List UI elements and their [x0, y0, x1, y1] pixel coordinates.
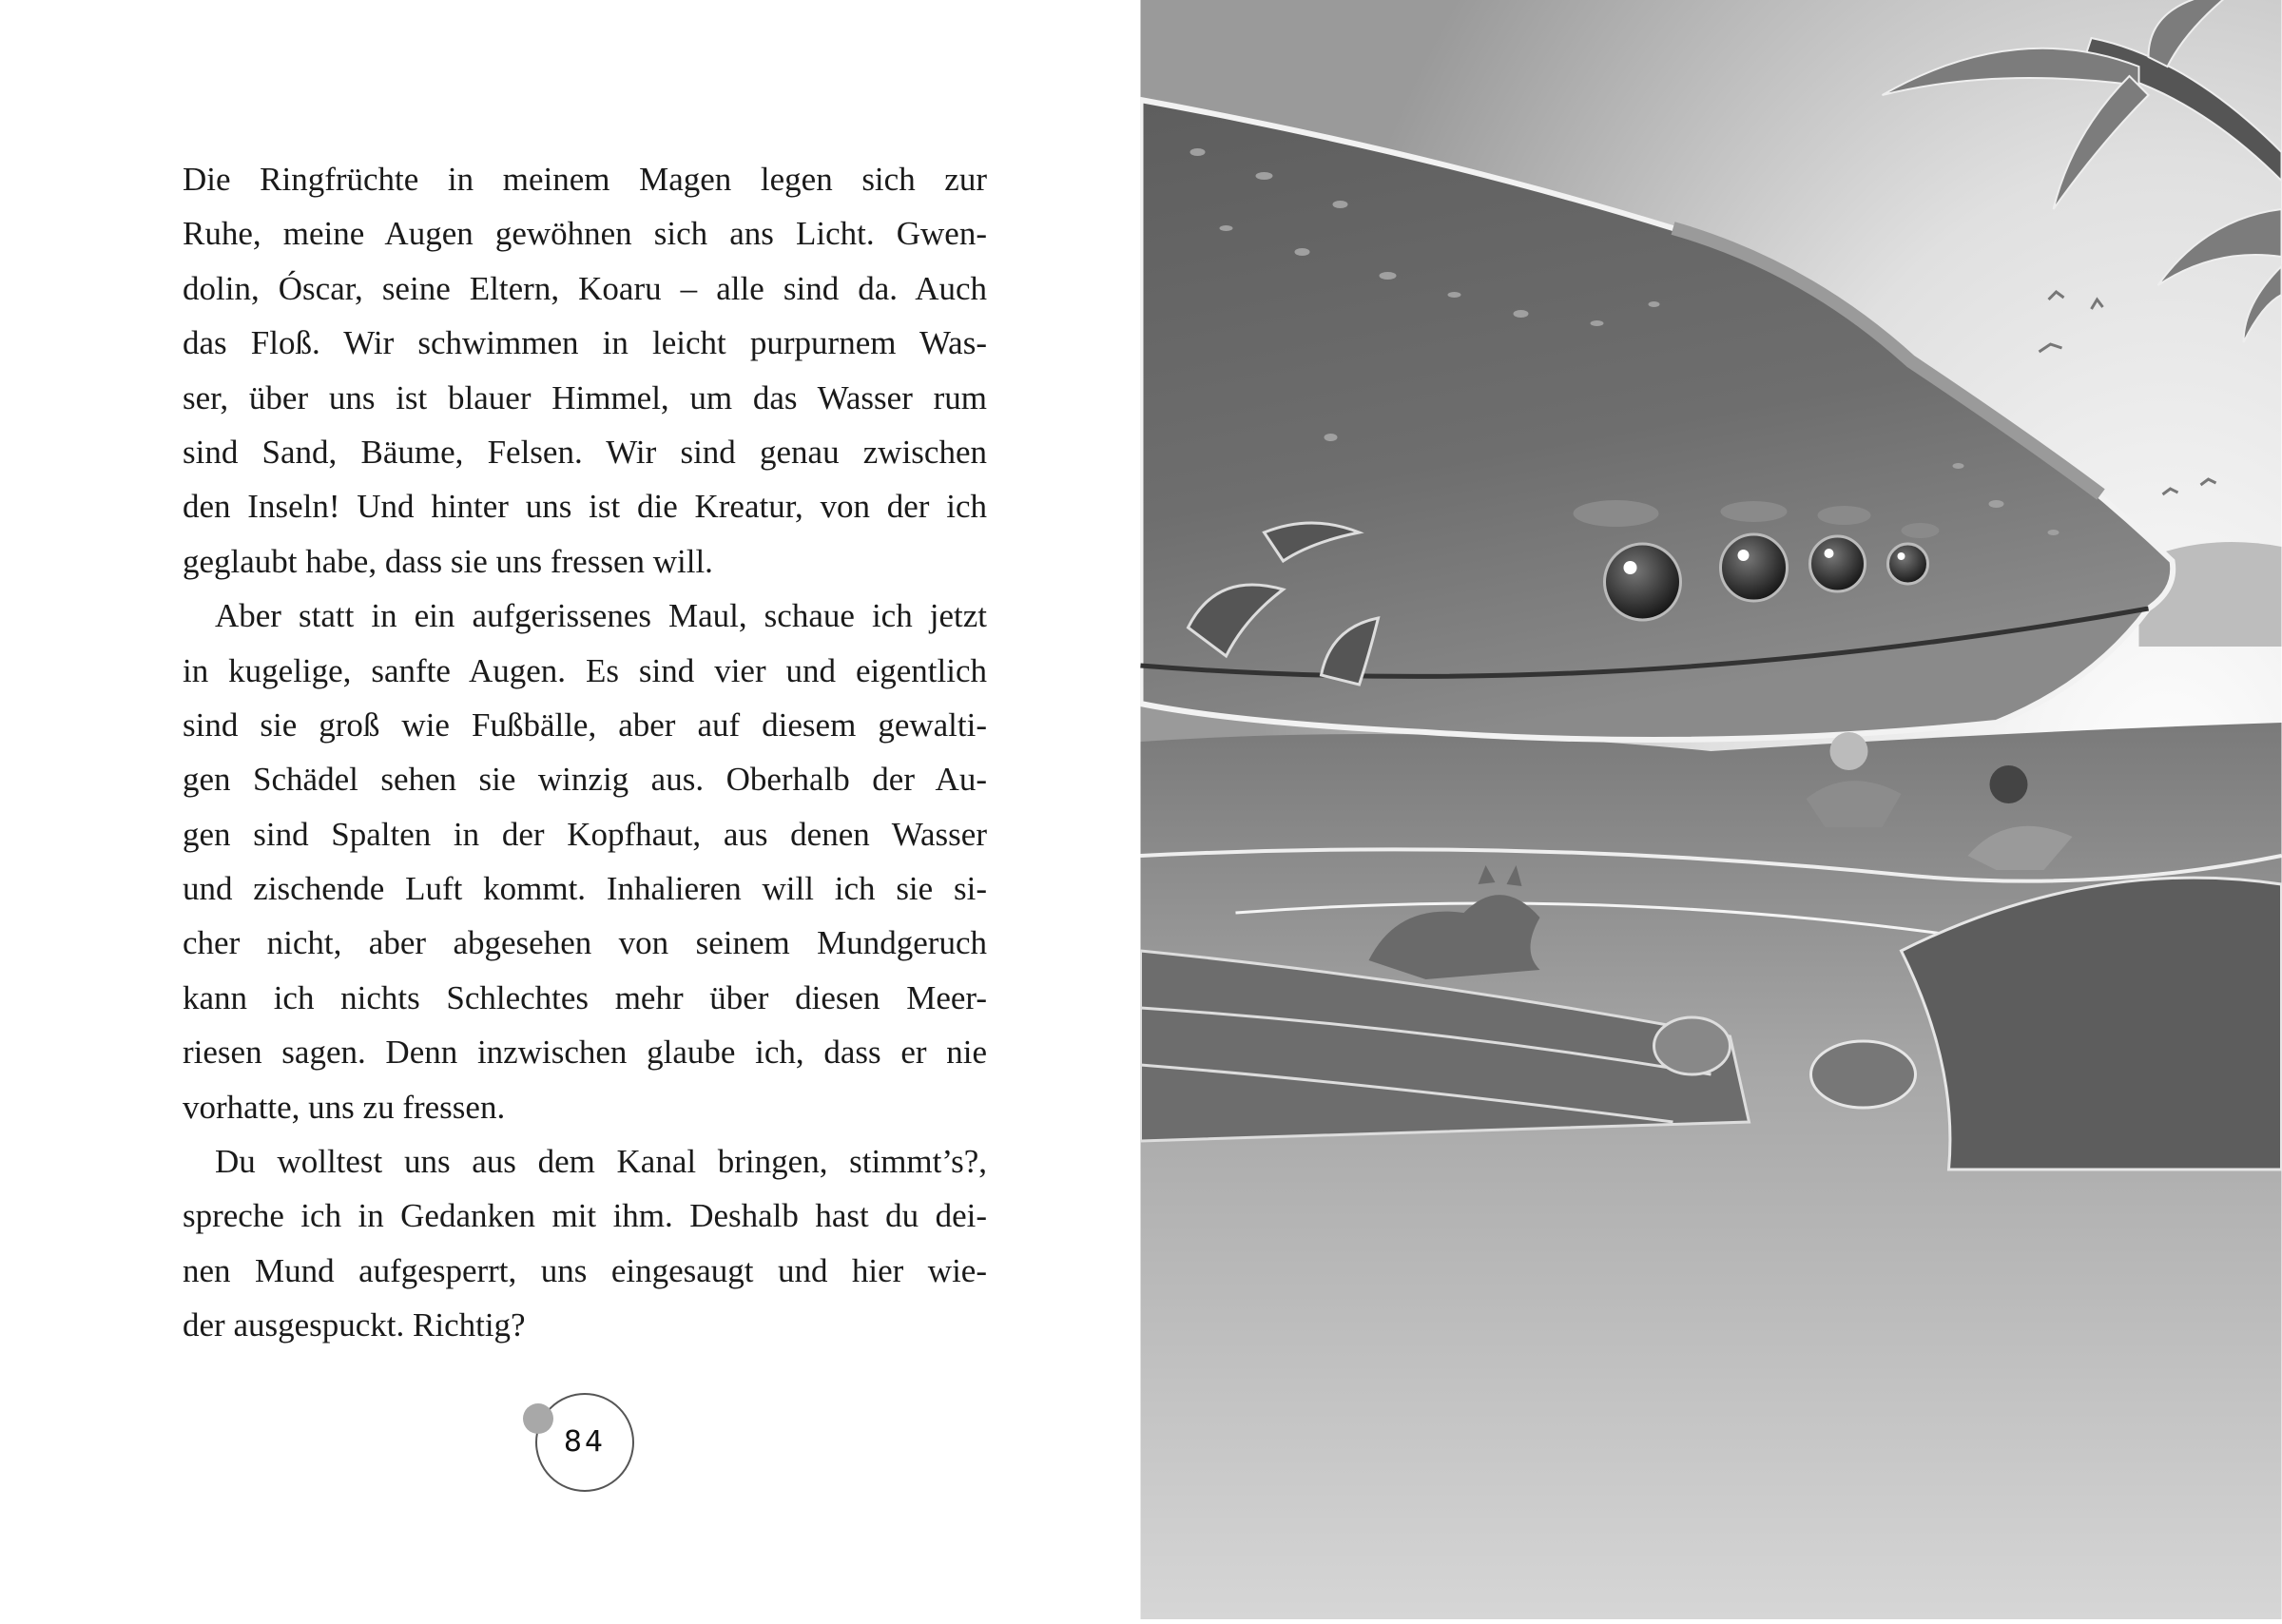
- text-line: ser, über uns ist blauer Himmel, um das Wasser rum: [183, 378, 987, 416]
- text-line: gen sind Spalten in der Kopfhaut, aus denen Wasser: [183, 815, 987, 853]
- whale-illustration: [1140, 0, 2282, 1619]
- paragraph-1: [183, 152, 987, 589]
- text-line: vorhatte, uns zu fressen.: [183, 1088, 506, 1126]
- whale-eye-1: [1605, 544, 1681, 620]
- body-text: [183, 152, 987, 1353]
- page-number-circle: [535, 1393, 634, 1492]
- text-line: in kugelige, sanfte Augen. Es sind vier und eigentlich: [183, 651, 987, 689]
- text-line: cher nicht, aber abgesehen von seinem Mundgeruch: [183, 924, 987, 962]
- text-line: der ausgespuckt. Richtig?: [183, 1306, 526, 1344]
- text-line: kann ich nichts Schlechtes mehr über diesen Meer-: [183, 978, 987, 1016]
- text-line: den Inseln! Und hinter uns ist die Kreatur, von der ich: [183, 488, 987, 526]
- text-line: Die Ringfrüchte in meinem Magen legen sich zur: [183, 161, 987, 198]
- text-line: Ruhe, meine Augen gewöhnen sich ans Licht. Gwen-: [183, 215, 987, 253]
- left-page: [0, 0, 1140, 1619]
- whale-eye-2: [1721, 534, 1788, 601]
- text-line: Aber statt in ein aufgerissenes Maul, schaue ich jetzt: [215, 597, 987, 635]
- page-number: 84: [563, 1425, 607, 1459]
- whale-eye-4: [1888, 544, 1928, 584]
- text-line: Du wolltest uns aus dem Kanal bringen, stimmt’s?,: [215, 1143, 987, 1181]
- page-number-dot: [523, 1403, 553, 1434]
- text-line: sind sie groß wie Fußbälle, aber auf diesem gewalti-: [183, 706, 987, 744]
- text-line: das Floß. Wir schwimmen in leicht purpurnem Was-: [183, 324, 987, 362]
- text-line: nen Mund aufgesperrt, uns eingesaugt und hier wie-: [183, 1251, 987, 1289]
- text-line: geglaubt habe, dass sie uns fressen will.: [183, 542, 713, 580]
- text-line: und zischende Luft kommt. Inhalieren will ich sie si-: [183, 870, 987, 908]
- whale-eye-3: [1810, 536, 1866, 591]
- text-line: sind Sand, Bäume, Felsen. Wir sind genau zwischen: [183, 433, 987, 471]
- text-line: gen Schädel sehen sie winzig aus. Oberhalb der Au-: [183, 761, 987, 799]
- paragraph-2: [183, 589, 987, 1134]
- illustration-svg: [1140, 0, 2282, 1619]
- text-line: spreche ich in Gedanken mit ihm. Deshalb hast du dei-: [183, 1197, 987, 1235]
- text-line: riesen sagen. Denn inzwischen glaube ich, dass er nie: [183, 1034, 987, 1072]
- text-line: dolin, Óscar, seine Eltern, Koaru – alle sind da. Auch: [183, 269, 987, 307]
- paragraph-3: [183, 1134, 987, 1353]
